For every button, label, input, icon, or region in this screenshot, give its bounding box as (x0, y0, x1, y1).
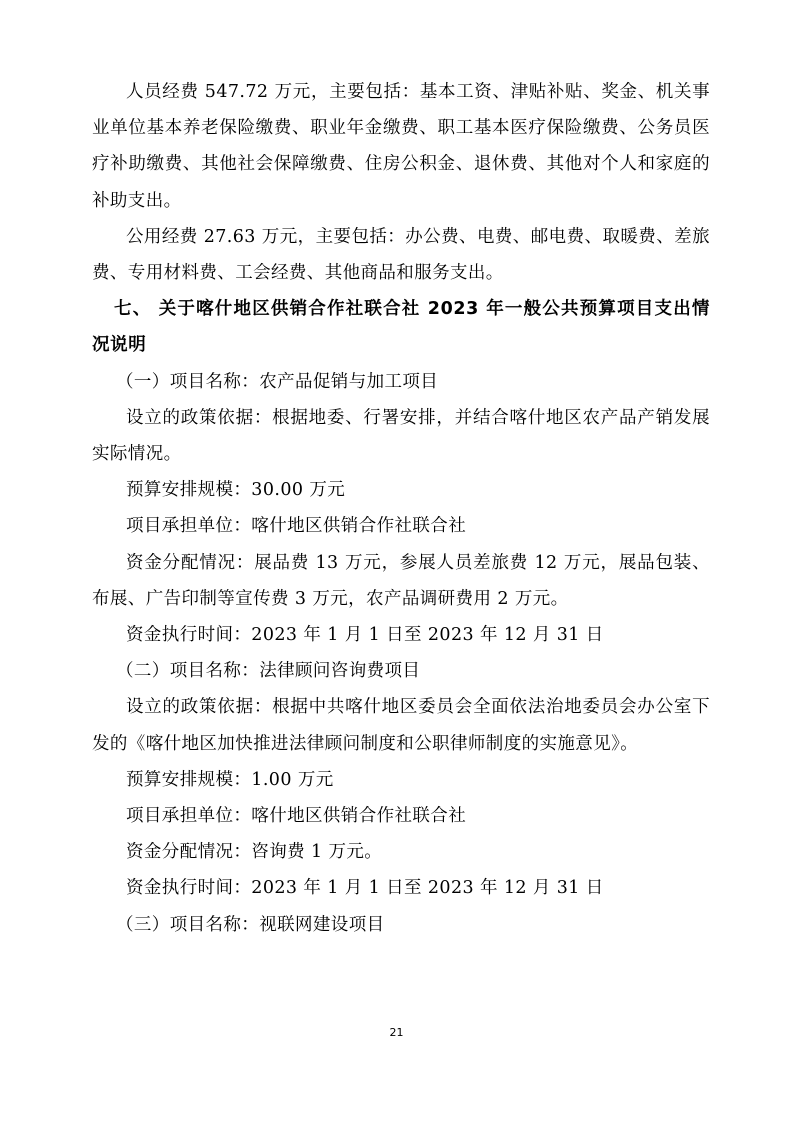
personnel-expense-paragraph: 人员经费 547.72 万元，主要包括：基本工资、津贴补贴、奖金、机关事业单位基本养老保险缴费、职业年金缴费、职工基本医疗保险缴费、公务员医疗补助缴费、其他社会保障缴费、住房公积金、退休费、其他对个人和家庭的补助支出。 (92, 82, 710, 211)
project-2-budget: 预算安排规模：1.00 万元 (126, 769, 334, 790)
project-1-budget: 预算安排规模：30.00 万元 (126, 480, 346, 501)
project-1-name: （一）项目名称：农产品促销与加工项目 (116, 371, 439, 392)
project-1-unit: 项目承担单位：喀什地区供销合作社联合社 (126, 516, 467, 537)
project-2-name: （二）项目名称：法律顾问咨询费项目 (116, 661, 421, 682)
page-number: 21 (389, 1026, 404, 1039)
project-2-basis: 设立的政策依据：根据中共喀什地区委员会全面依法治地委员会办公室下发的《喀什地区加快推进法律顾问制度和公职律师制度的实施意见》。 (92, 697, 710, 754)
project-2-allocation: 资金分配情况：咨询费 1 万元。 (126, 842, 383, 863)
project-2-period: 资金执行时间：2023 年 1 月 1 日至 2023 年 12 月 31 日 (126, 878, 604, 899)
project-1-period: 资金执行时间：2023 年 1 月 1 日至 2023 年 12 月 31 日 (126, 625, 604, 646)
section-heading: 七、 关于喀什地区供销合作社联合社 2023 年一般公共预算项目支出情况说明 (92, 299, 710, 356)
project-3-name: （三）项目名称：视联网建设项目 (116, 914, 385, 935)
project-2-unit: 项目承担单位：喀什地区供销合作社联合社 (126, 806, 467, 827)
page-content (92, 74, 710, 943)
project-1-basis: 设立的政策依据：根据地委、行署安排，并结合喀什地区农产品产销发展实际情况。 (92, 407, 710, 465)
public-expense-paragraph: 公用经费 27.63 万元，主要包括：办公费、电费、邮电费、取暖费、差旅费、专用材料费、工会经费、其他商品和服务支出。 (92, 226, 710, 284)
project-1-allocation: 资金分配情况：展品费 13 万元，参展人员差旅费 12 万元，展品包装、布展、广告印制等宣传费 3 万元，农产品调研费用 2 万元。 (92, 552, 710, 609)
